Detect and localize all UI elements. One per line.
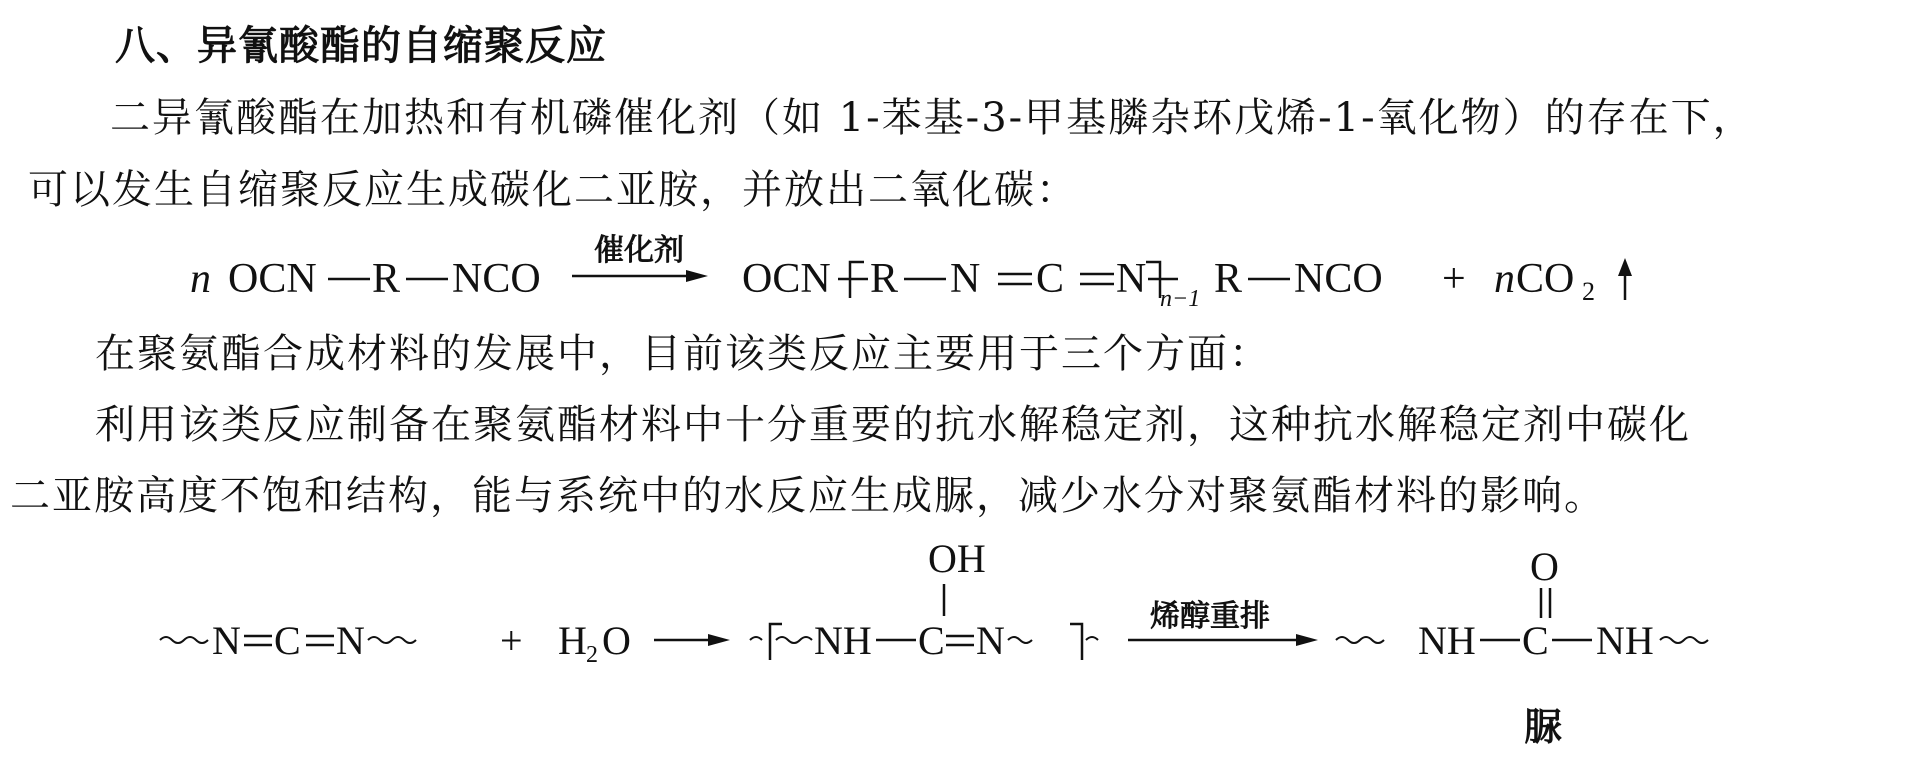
plus-sign: +: [500, 618, 523, 663]
carbon-dioxide: CO: [1516, 256, 1575, 302]
right-bracket: [1070, 624, 1082, 660]
carbon: C: [1522, 618, 1549, 663]
nco-group: NCO: [1294, 256, 1383, 302]
polymer-chain: [776, 637, 812, 643]
r-group: R: [870, 256, 899, 302]
hydroxyl-group: OH: [928, 536, 986, 581]
paragraph-line-2: 可以发生自缩聚反应生成碳化二亚胺，并放出二氧化碳：: [28, 167, 1078, 213]
arrow-head: [1296, 634, 1318, 646]
paragraph-line-1: 二异氰酸酯在加热和有机磷催化剂（如 1-苯基-3-甲基膦杂环戊烯-1-氧化物）的存在下，: [110, 95, 1755, 141]
water-o: O: [602, 618, 631, 663]
coefficient-n: n: [1494, 256, 1515, 302]
polymer-chain: [1008, 637, 1032, 643]
left-bracket: [770, 624, 782, 660]
carbon: C: [918, 618, 945, 663]
subscript-2: 2: [1582, 277, 1595, 306]
subscript-2: 2: [586, 642, 598, 668]
coefficient-n: n: [190, 256, 211, 302]
polymer-chain: [1660, 637, 1708, 643]
polymer-chain: [368, 637, 416, 643]
arrow-head: [708, 634, 730, 646]
nh-group: NH: [1596, 618, 1654, 663]
paragraph-line-5: 二亚胺高度不饱和结构，能与系统中的水反应生成脲，减少水分对聚氨酯材料的影响。: [10, 473, 1606, 519]
paragraph-line-4: 利用该类反应制备在聚氨酯材料中十分重要的抗水解稳定剂，这种抗水解稳定剂中碳化: [95, 402, 1691, 448]
rearrangement-label: 烯醇重排: [1150, 599, 1270, 634]
nitrogen: N: [336, 618, 365, 663]
carbon: C: [274, 618, 301, 663]
nh-group: NH: [814, 618, 872, 663]
polymer-chain: [1086, 637, 1098, 640]
ocn-group: OCN: [742, 256, 831, 302]
carbon: C: [1036, 256, 1065, 302]
section-heading: 八、异氰酸酯的自缩聚反应: [115, 23, 607, 69]
repeat-subscript: n−1: [1160, 286, 1201, 312]
polymer-chain: [160, 637, 208, 643]
water-h: H: [558, 618, 587, 663]
r-group: R: [1214, 256, 1243, 302]
r-group: R: [372, 256, 401, 302]
plus-sign: +: [1442, 256, 1466, 302]
polymer-chain: [1336, 637, 1384, 643]
catalyst-label: 催化剂: [594, 233, 684, 268]
nco-group: NCO: [452, 256, 541, 302]
paragraph-line-3: 在聚氨酯合成材料的发展中，目前该类反应主要用于三个方面：: [95, 331, 1271, 377]
nitrogen: N: [950, 256, 981, 302]
nitrogen: N: [1116, 256, 1147, 302]
ocn-group: OCN: [228, 256, 317, 302]
nitrogen: N: [212, 618, 241, 663]
nitrogen: N: [976, 618, 1005, 663]
polymer-chain: [750, 637, 762, 640]
nh-group: NH: [1418, 618, 1476, 663]
urea-label: 脲: [1524, 704, 1563, 749]
carbonyl-oxygen: O: [1530, 544, 1559, 589]
